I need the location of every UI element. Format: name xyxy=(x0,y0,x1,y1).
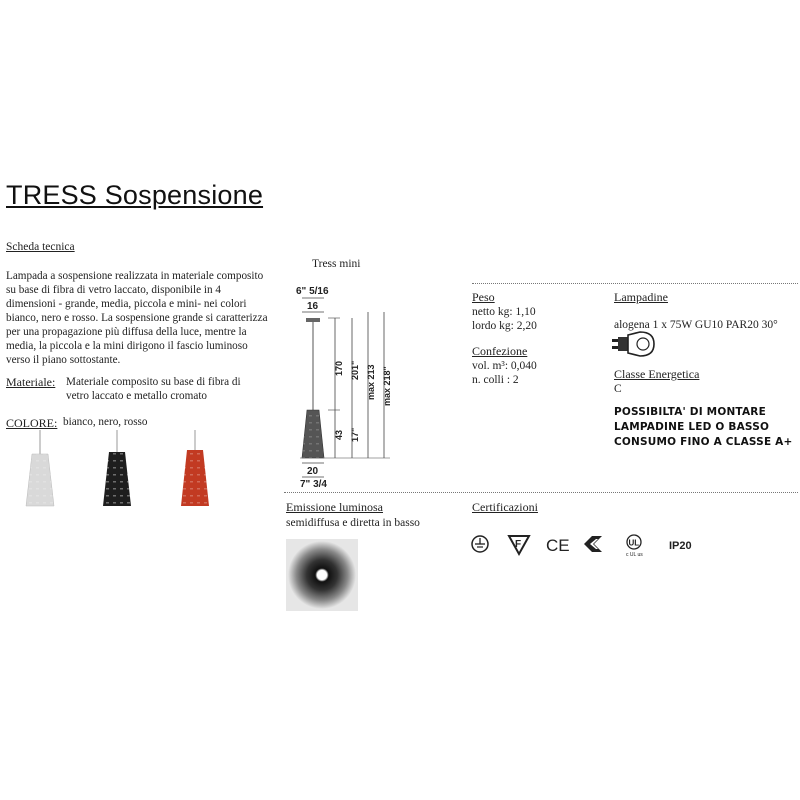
dim-170: 170 xyxy=(334,360,344,376)
ce-icon: CE xyxy=(546,536,570,555)
led-note-line-1: POSSIBILTA' DI MONTARE xyxy=(614,406,766,418)
dim-top-inch: 6" 5/16 xyxy=(296,286,329,297)
light-emission-diagram xyxy=(286,539,358,611)
dim-17: 17" xyxy=(350,427,360,442)
peso-lordo: lordo kg: 2,20 xyxy=(472,320,537,332)
f-mark-icon xyxy=(509,536,529,554)
colore-label: COLORE: xyxy=(6,416,58,430)
lampadine-text: alogena 1 x 75W GU10 PAR20 30° xyxy=(614,319,778,331)
dim-43: 43 xyxy=(334,429,344,440)
materiale-label: Materiale: xyxy=(6,375,56,389)
product-description: Lampada a sospensione realizzata in materiale composito su base di fibra di vetro laccato, disponibile in 4 dimensioni - grande, media, piccola e mini- nei colori bianco, nero e rosso. La sospensione grande si caratterizza per una propagazione più diffusa della luce, mentre la media, la piccola e la mini dirigono il fascio luminoso verso il piano sottostante. xyxy=(6,270,268,366)
enec-icon xyxy=(584,536,602,552)
ground-icon xyxy=(472,536,488,552)
classe-label: Classe Energetica xyxy=(614,367,700,381)
lampadine-label: Lampadine xyxy=(614,290,668,304)
certification-icons xyxy=(470,532,710,560)
halogen-bulb-icon xyxy=(610,331,658,357)
peso-label: Peso xyxy=(472,290,495,304)
page-title: TRESS Sospensione xyxy=(6,180,264,210)
separator-top xyxy=(472,283,798,284)
drawing-name: Tress mini xyxy=(312,258,361,270)
dim-201: 201" xyxy=(350,360,360,380)
lamp-black-swatch xyxy=(103,430,131,506)
materiale-text: Materiale composito su base di fibra di vetro laccato e metallo cromato xyxy=(66,376,241,402)
separator-bottom xyxy=(284,492,798,493)
svg-text:UL: UL xyxy=(628,538,640,548)
dim-bottom-cm: 20 xyxy=(307,466,319,477)
led-note-line-2: LAMPADINE LED O BASSO xyxy=(614,421,770,433)
peso-netto: netto kg: 1,10 xyxy=(472,306,536,318)
color-swatches xyxy=(0,430,260,510)
dim-213: max 213 xyxy=(366,364,376,400)
led-note-line-3: CONSUMO FINO A CLASSE A+ xyxy=(614,436,793,448)
dim-bottom-inch: 7" 3/4 xyxy=(300,479,327,490)
ip20-icon: IP20 xyxy=(669,540,692,552)
led-note xyxy=(614,405,793,450)
emissione-text: semidiffusa e diretta in basso xyxy=(286,517,420,529)
colore-text: bianco, nero, rosso xyxy=(63,416,148,428)
ul-icon xyxy=(626,535,643,558)
dim-top-cm: 16 xyxy=(307,301,319,312)
ul-small-text: c UL us xyxy=(626,552,643,558)
emissione-label: Emissione luminosa xyxy=(286,500,383,514)
svg-text:F: F xyxy=(515,539,522,550)
confezione-vol: vol. m³: 0,040 xyxy=(472,360,537,372)
lamp-white-swatch xyxy=(26,430,54,506)
certificazioni-label: Certificazioni xyxy=(472,500,538,514)
confezione-label: Confezione xyxy=(472,344,528,358)
scheda-tecnica-heading: Scheda tecnica xyxy=(6,241,75,253)
confezione-colli: n. colli : 2 xyxy=(472,374,519,386)
classe-value: C xyxy=(614,383,622,395)
dim-218: max 218" xyxy=(382,366,392,406)
lamp-red-swatch xyxy=(181,430,209,506)
technical-drawing xyxy=(280,280,430,490)
